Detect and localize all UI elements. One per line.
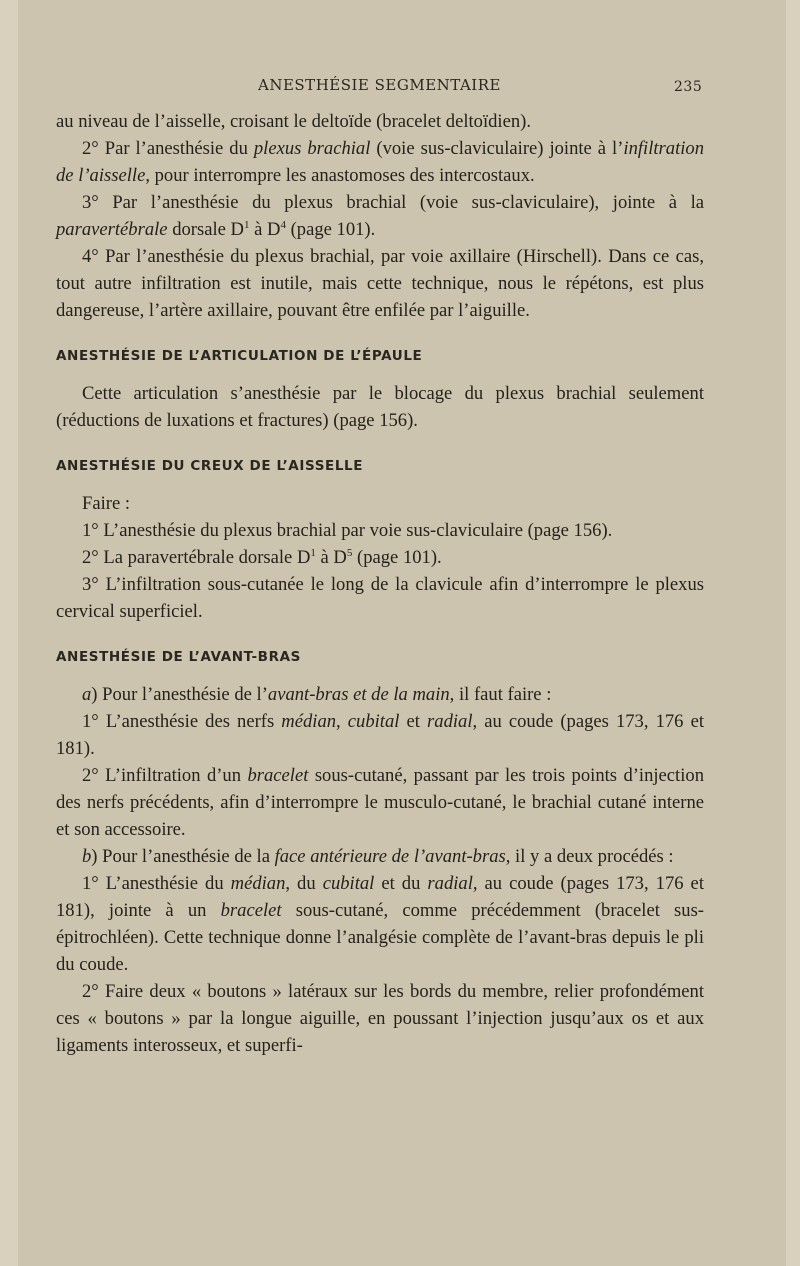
paragraph: Faire : — [82, 493, 131, 514]
paragraph: 4° Par l’anesthésie du plexus brachial, par voie axillaire (Hirschell). Dans ce cas, tout autre infiltration est inutile, mais cette technique, nous le répétons, est plus dangereuse, l’artère axillaire, pouvant être enfilée par l’aiguille. — [56, 246, 704, 321]
paragraph: 1° L’anesthésie des nerfs médian, cubital et radial, au coude (pages 173, 176 et 181). — [56, 711, 704, 759]
paragraph: 3° L’infiltration sous-cutanée le long de la clavicule afin d’interrompre le plexus cervical superficiel. — [56, 574, 704, 622]
paragraph: Cette articulation s’anesthésie par le blocage du plexus brachial seulement (réductions de luxations et fractures) (page 156). — [56, 383, 704, 431]
paragraph: b) Pour l’anesthésie de la face antérieure de l’avant-bras, il y a deux procédés : — [82, 846, 674, 867]
running-title: ANESTHÉSIE SEGMENTAIRE — [258, 76, 501, 94]
paragraph: 2° Par l’anesthésie du plexus brachial (voie sus-claviculaire) jointe à l’infiltration de l’aisselle, pour interrompre les anastomoses des intercostaux. — [56, 138, 704, 186]
paragraph: au niveau de l’aisselle, croisant le deltoïde (bracelet deltoïdien). — [56, 111, 531, 132]
paragraph: 1° L’anesthésie du médian, du cubital et du radial, au coude (pages 173, 176 et 181), jointe à un bracelet sous-cutané, comme précédemment (bracelet sus-épitrochléen). Cette technique donne l’analgésie complète de l’avant-bras depuis le pli du coude. — [56, 873, 704, 975]
book-page — [18, 0, 786, 1266]
section-heading: ANESTHÉSIE DU CREUX DE L’AISSELLE — [56, 458, 364, 474]
page-number: 235 — [674, 79, 703, 95]
paragraph: 2° Faire deux « boutons » latéraux sur les bords du membre, relier profondément ces « boutons » par la longue aiguille, en poussant l’injection jusqu’aux os et aux ligaments interosseux, et superfi- — [56, 981, 704, 1056]
paragraph: 3° Par l’anesthésie du plexus brachial (voie sus-claviculaire), jointe à la paravertébrale dorsale $D^1$ à $D^4$ (page 101). — [56, 192, 704, 240]
paragraph: 2° La paravertébrale dorsale $D^1$ à $D^5$ (page 101). — [82, 547, 442, 568]
section-heading: ANESTHÉSIE DE L’ARTICULATION DE L’ÉPAULE — [56, 348, 423, 364]
page-body — [56, 108, 704, 1059]
paragraph: a) Pour l’anesthésie de l’avant-bras et de la main, il faut faire : — [82, 684, 552, 705]
running-header — [18, 76, 786, 98]
paragraph: 1° L’anesthésie du plexus brachial par voie sus-claviculaire (page 156). — [82, 520, 613, 541]
paragraph: 2° L’infiltration d’un bracelet sous-cutané, passant par les trois points d’injection des nerfs précédents, afin d’interrompre le musculo-cutané, le brachial cutané interne et son accessoire. — [56, 765, 704, 840]
section-heading: ANESTHÉSIE DE L’AVANT-BRAS — [56, 649, 301, 665]
